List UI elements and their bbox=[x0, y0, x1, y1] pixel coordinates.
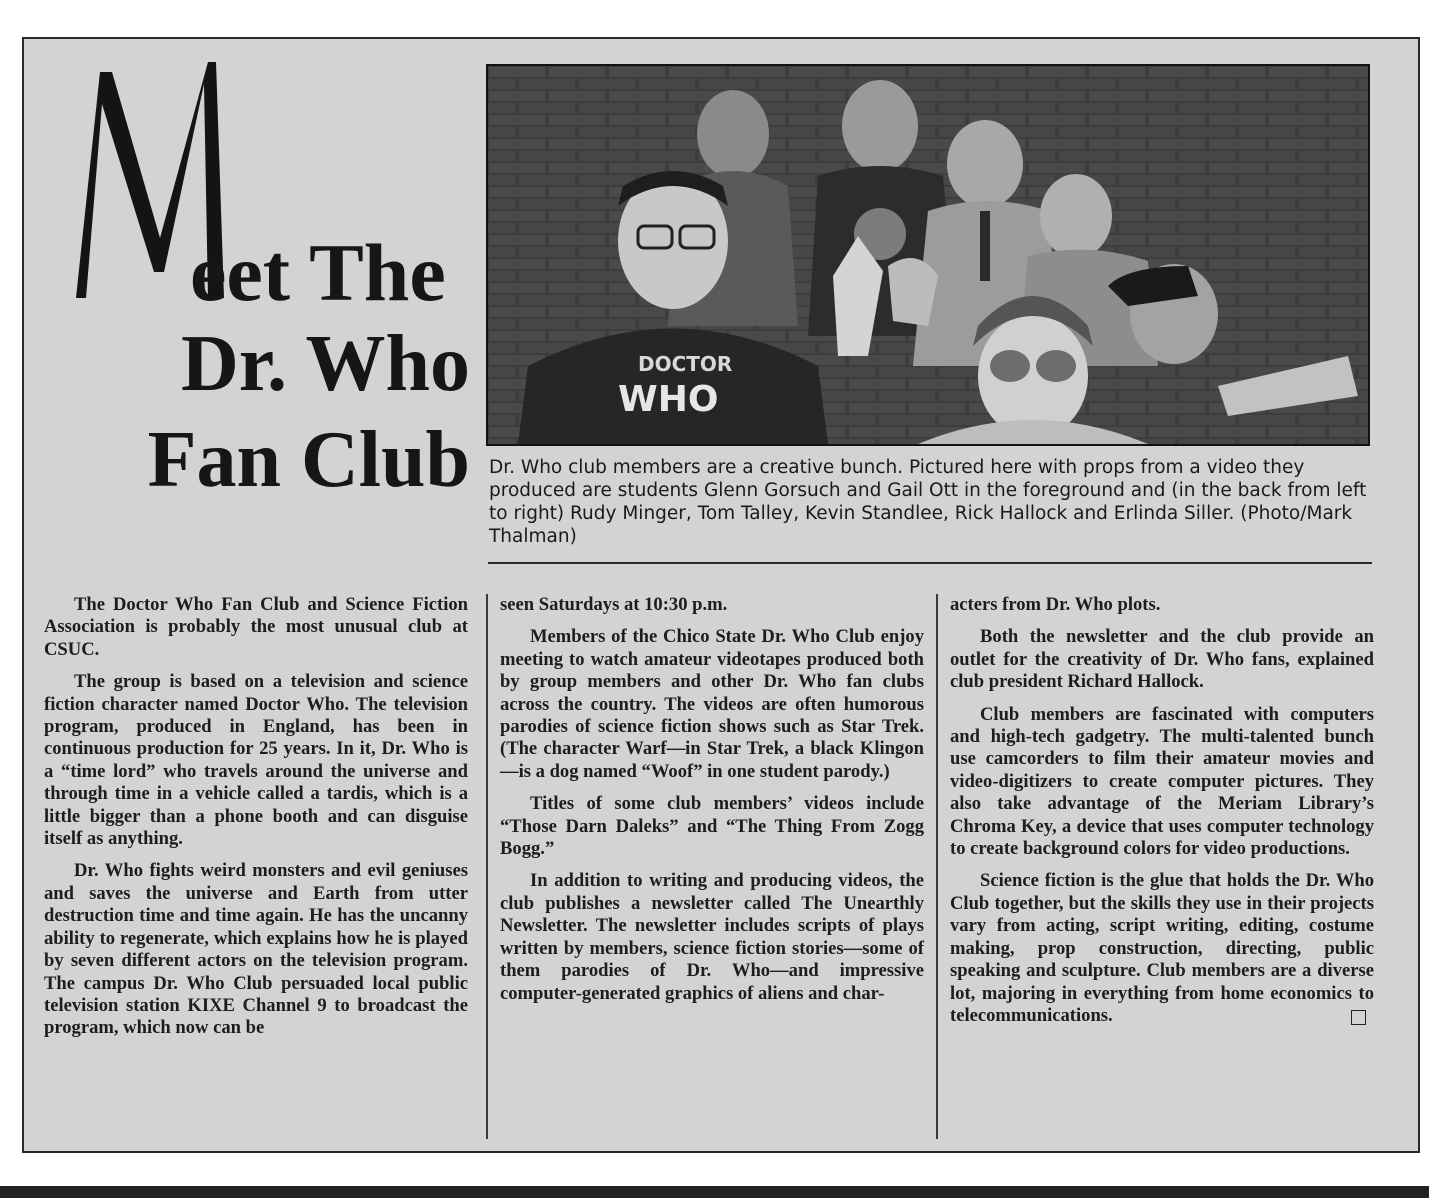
column-divider bbox=[486, 594, 488, 1139]
headline-line-2: Dr. Who bbox=[181, 320, 470, 408]
article-column-3 bbox=[950, 594, 1374, 1037]
end-of-story-mark bbox=[1351, 1010, 1366, 1025]
page-bottom-rule bbox=[0, 1186, 1429, 1198]
paragraph: The group is based on a television and science fiction character named Doctor Who. The television program, produced in England, has been in continuous production for 25 years. In it, Dr. Who is a “time lord” who travels around the universe and through time in a vehicle called a tardis, which is a little bigger than a phone booth and can disguise itself as anything. bbox=[44, 671, 468, 850]
paragraph: In addition to writing and producing videos, the club publishes a newsletter called The Unearthly Newsletter. The newsletter includes scripts of plays written by members, science fiction stories—some of them parodies of Dr. Who—and impressive computer-generated graphics of aliens and char- bbox=[500, 870, 924, 1004]
paragraph: Dr. Who fights weird monsters and evil geniuses and saves the universe and Earth from utter destruction time and time again. He has the uncanny ability to regenerate, which explains how he is played by seven different actors on the television program. The campus Dr. Who Club persuaded local public television station KIXE Channel 9 to broadcast the program, which now can be bbox=[44, 860, 468, 1039]
group-photo bbox=[486, 64, 1370, 446]
paragraph-continued: acters from Dr. Who plots. bbox=[950, 594, 1161, 615]
photo-caption: Dr. Who club members are a creative bunch. Pictured here with props from a video they produced are students Glenn Gorsuch and Gail Ott in the foreground and (in the back from left to right) Rudy Minger, Tom Talley, Kevin Standlee, Rick Hallock and Erlinda Siller. (Photo/Mark Thalman) bbox=[489, 457, 1367, 547]
shirt-text-top: DOCTOR bbox=[638, 352, 733, 376]
shirt-text-bottom: WHO bbox=[618, 379, 719, 420]
headline-line-3: Fan Club bbox=[147, 416, 470, 504]
caption-divider bbox=[488, 562, 1372, 564]
paragraph: Members of the Chico State Dr. Who Club enjoy meeting to watch amateur videotapes produced both by group members and other Dr. Who fan clubs across the country. The videos are often humorous parodies of science fiction shows such as Star Trek. (The character Warf—in Star Trek, a black Klingon—is a dog named “Woof” in one student parody.) bbox=[500, 626, 924, 782]
article-column-2 bbox=[500, 594, 924, 1015]
article-column-1 bbox=[44, 594, 468, 1050]
paragraph-continued: seen Saturdays at 10:30 p.m. bbox=[500, 594, 728, 615]
paragraph: Club members are fascinated with computers and high-tech gadgetry. The multi-talented bunch use camcorders to film their amateur movies and video-digitizers to create computer pictures. They also take advantage of the Meriam Library’s Chroma Key, a device that uses computer technology to create background colors for video productions. bbox=[950, 703, 1374, 860]
paragraph-last bbox=[950, 870, 1374, 1027]
paragraph: The Doctor Who Fan Club and Science Fiction Association is probably the most unusual club at CSUC. bbox=[44, 594, 468, 660]
headline bbox=[40, 62, 470, 504]
column-divider bbox=[936, 594, 938, 1139]
headline-line-1: eet The bbox=[190, 227, 446, 318]
paragraph: Titles of some club members’ videos include “Those Darn Daleks” and “The Thing From Zogg Bogg.” bbox=[500, 793, 924, 860]
paragraph-text: Science fiction is the glue that holds the Dr. Who Club together, but the skills they use in their projects vary from acting, script writing, editing, costume making, prop construction, directing, public speaking and sculpture. Club members are a diverse lot, majoring in everything from home economics to telecommunications. bbox=[950, 870, 1374, 1026]
paragraph: Both the newsletter and the club provide an outlet for the creativity of Dr. Who fans, explained club president Richard Hallock. bbox=[950, 626, 1374, 693]
